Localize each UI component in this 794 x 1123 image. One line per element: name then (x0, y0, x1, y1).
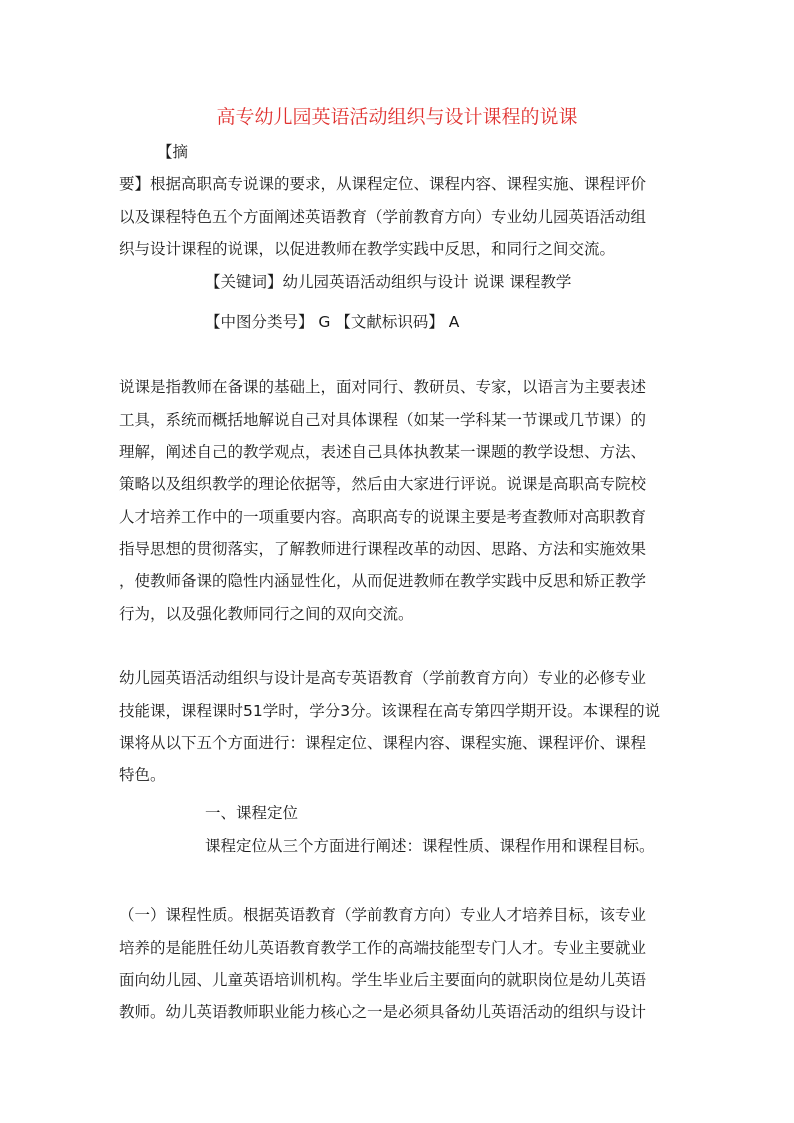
paragraph-line: 教师。幼儿英语教师职业能力核心之一是必须具备幼儿英语活动的组织与设计 (119, 1003, 647, 1021)
section-intro: 课程定位从三个方面进行阐述：课程性质、课程作用和课程目标。 (205, 837, 655, 855)
abstract-label: 【摘 (157, 143, 189, 161)
paragraph-line: 培养的是能胜任幼儿英语教育教学工作的高端技能型专门人才。专业主要就业 (119, 939, 647, 957)
paragraph-line: 策略以及组织教学的理论依据等，然后由大家进行评说。说课是高职高专院校 (119, 475, 647, 493)
paragraph-line: 指导思想的贯彻落实，了解教师进行课程改革的动因、思路、方法和实施效果 (119, 540, 647, 558)
paragraph-line: 幼儿园英语活动组织与设计是高专英语教育（学前教育方向）专业的必修专业 (119, 669, 647, 687)
section-heading: 一、课程定位 (205, 804, 299, 822)
keywords-line: 【关键词】幼儿园英语活动组织与设计 说课 课程教学 (205, 273, 572, 291)
abstract-line: 以及课程特色五个方面阐述英语教育（学前教育方向）专业幼儿园英语活动组 (119, 208, 647, 226)
abstract-line: 织与设计课程的说课，以促进教师在教学实践中反思，和同行之间交流。 (119, 240, 616, 258)
paragraph-line: 课将从以下五个方面进行：课程定位、课程内容、课程实施、课程评价、课程 (119, 734, 647, 752)
paragraph-line: 说课是指教师在备课的基础上，面对同行、教研员、专家，以语言为主要表述 (119, 378, 647, 396)
paragraph-line: ，使教师备课的隐性内涵显性化，从而促进教师在教学实践中反思和矫正教学 (119, 572, 647, 590)
paragraph-line: 理解，阐述自己的教学观点，表述自己具体执教某一课题的教学设想、方法、 (119, 443, 647, 461)
document-title: 高专幼儿园英语活动组织与设计课程的说课 (216, 106, 578, 128)
paragraph-line: 工具，系统而概括地解说自己对具体课程（如某一学科某一节课或几节课）的 (119, 411, 647, 429)
paragraph-line: 技能课，课程课时51学时，学分3分。该课程在高专第四学期开设。本课程的说 (119, 702, 661, 720)
paragraph-line: 面向幼儿园、儿童英语培训机构。学生毕业后主要面向的就职岗位是幼儿英语 (119, 971, 647, 989)
paragraph-line: （一）课程性质。根据英语教育（学前教育方向）专业人才培养目标，该专业 (119, 906, 647, 924)
paragraph-line: 特色。 (119, 766, 166, 784)
paragraph-line: 人才培养工作中的一项重要内容。高职高专的说课主要是考查教师对高职教育 (119, 508, 647, 526)
classification-line: 【中图分类号】 G 【文献标识码】 A (205, 313, 460, 331)
paragraph-line: 行为，以及强化教师同行之间的双向交流。 (119, 605, 414, 623)
abstract-line: 要】根据高职高专说课的要求，从课程定位、课程内容、课程实施、课程评价 (119, 175, 647, 193)
